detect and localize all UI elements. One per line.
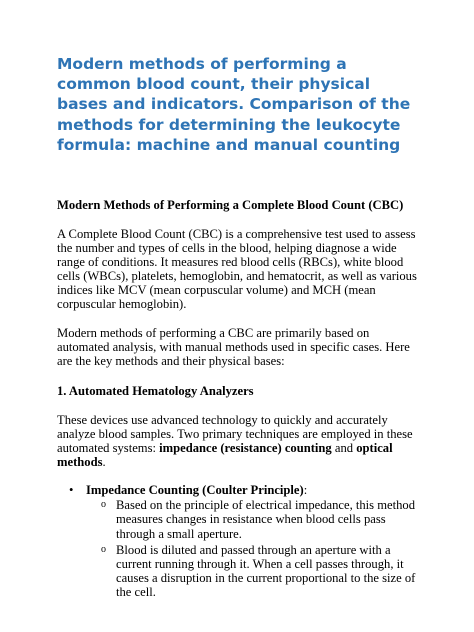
paragraph-methods-overview: Modern methods of performing a CBC are primarily based on automated analysis, with manual methods used in specific cases. Here are the key methods and their physical bases:	[57, 325, 410, 368]
sub-list-item	[86, 543, 417, 599]
bullet-label-suffix: :	[303, 483, 308, 498]
bullet-list	[57, 483, 417, 599]
sub-bullet-marker: o	[101, 543, 106, 555]
paragraph-cbc-intro: A Complete Blood Count (CBC) is a comprehensive test used to assess the number and types of cells in the blood, helping diagnose a wide range of conditions. It measures red blood cells (RBCs), white blood cells (WBCs), platelets, hemoglobin, and hematocrit, as well as various indices like MCV (mean corpuscular volume) and MCH (mean corpuscular hemoglobin).	[57, 227, 417, 312]
bullet-marker: •	[69, 483, 74, 498]
sub-list-item	[86, 498, 417, 540]
document-title: Modern methods of performing a common blood count, their physical bases and indicators. Comparison of the methods for determining the leukocyte formula: machine and manual counting	[57, 55, 411, 154]
document-page	[57, 0, 417, 601]
analyzers-text-mid: and	[331, 441, 357, 456]
bullet-label: Impedance Counting (Coulter Principle)	[86, 483, 304, 498]
paragraph-analyzers	[57, 413, 417, 469]
sub-list	[86, 498, 417, 599]
analyzers-bold-impedance: impedance (resistance) counting	[159, 441, 332, 456]
subheading-automated-analyzers: 1. Automated Hematology Analyzers	[57, 383, 254, 398]
section-heading: Modern Methods of Performing a Complete Blood Count (CBC)	[57, 198, 404, 213]
analyzers-bold-optical: optical methods	[57, 441, 393, 470]
sub-item-text: Based on the principle of electrical impedance, this method measures changes in resistance when blood cells pass through a small aperture.	[116, 498, 415, 541]
analyzers-text-end: .	[102, 455, 106, 470]
analyzers-text-before: These devices use advanced technology to quickly and accurately analyze blood samples. Two primary techniques are employed in these automated systems:	[57, 412, 413, 456]
list-item	[57, 483, 417, 599]
sub-item-text: Blood is diluted and passed through an aperture with a current running through it. When a cell passes through, it causes a disruption in the current proportional to the size of the cell.	[116, 542, 416, 599]
sub-bullet-marker: o	[101, 499, 106, 511]
